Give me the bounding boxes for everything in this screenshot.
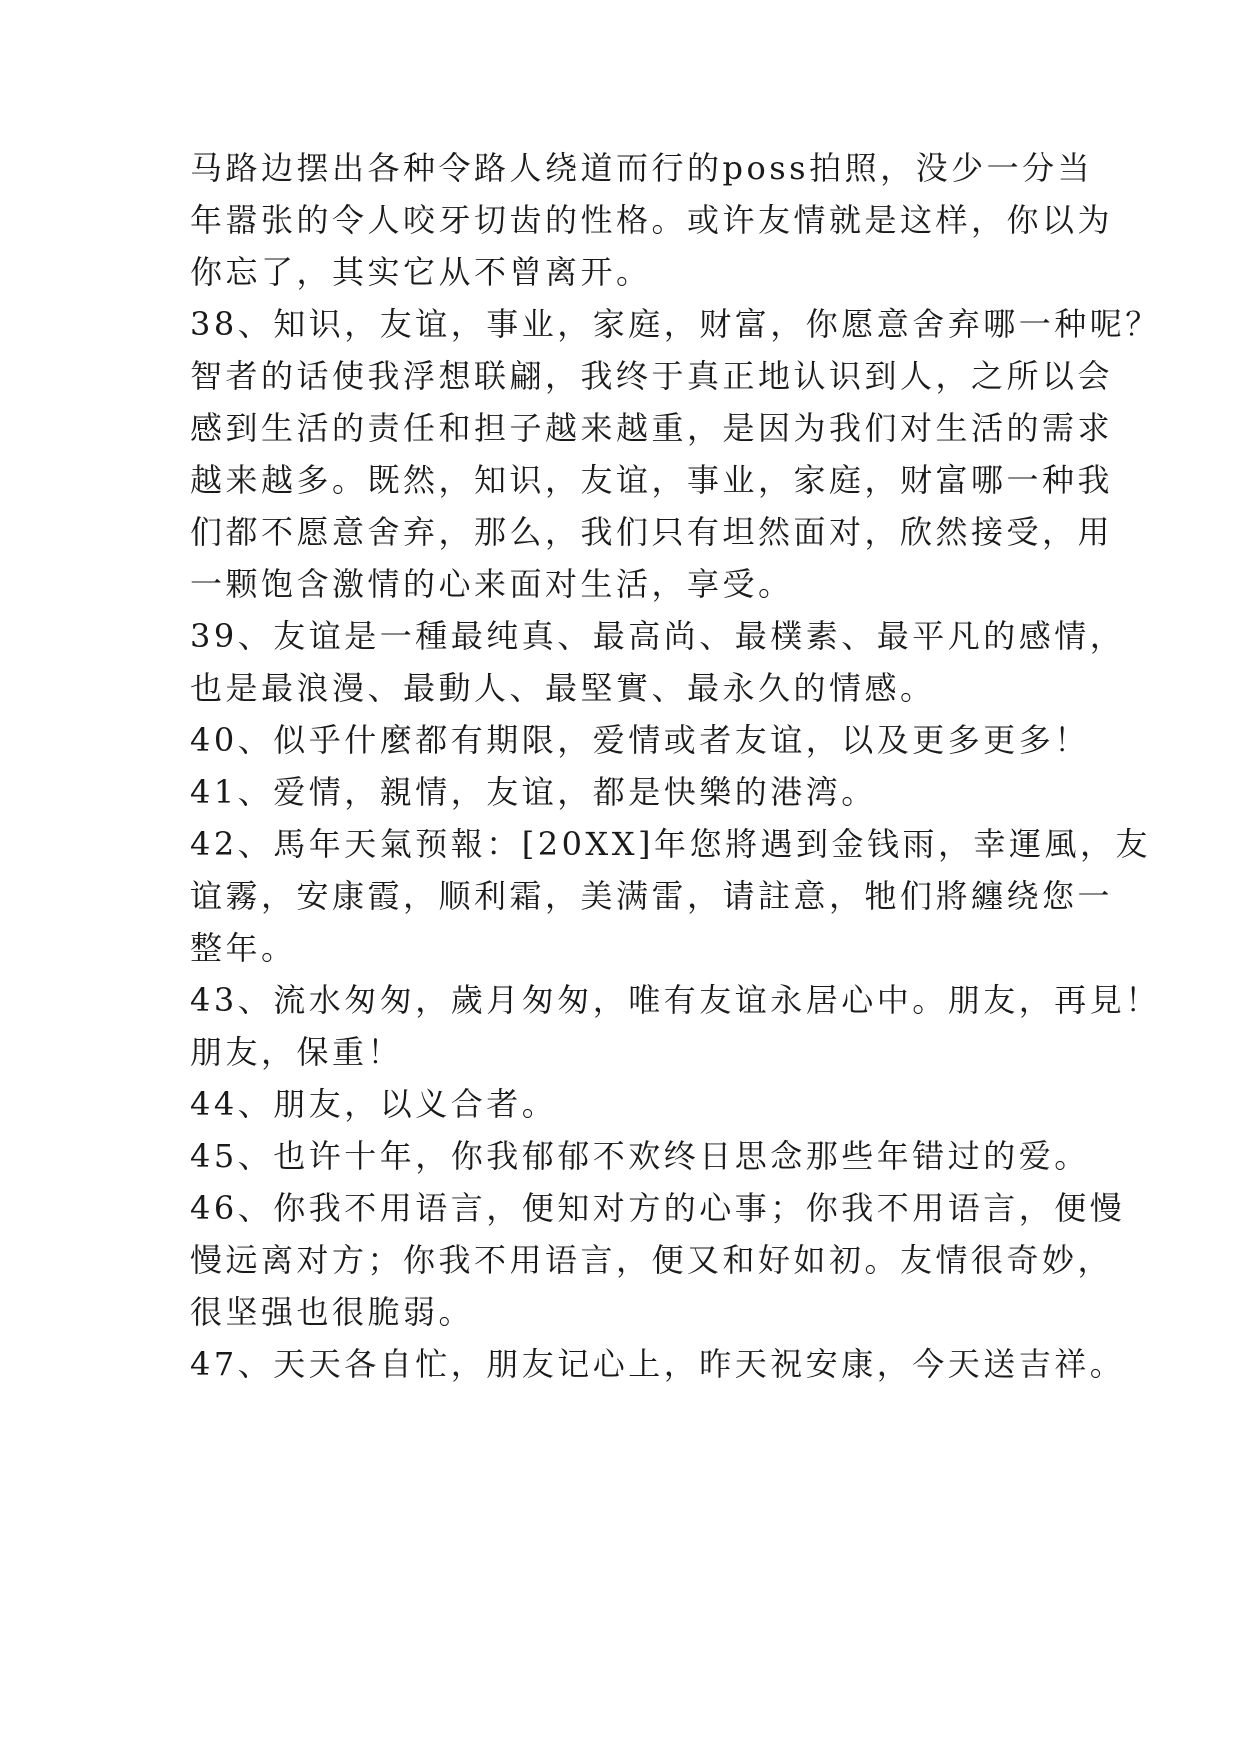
text-line: 们都不愿意舍弃，那么，我们只有坦然面对，欣然接受，用	[190, 513, 1114, 551]
text-line: 47、天天各自忙，朋友记心上，昨天祝安康，今天送吉祥。	[190, 1345, 1126, 1383]
text-line: 40、似乎什麼都有期限，爱情或者友谊，以及更多更多！	[190, 721, 1090, 759]
text-line: 谊霧，安康霞，顺利霜，美满雷，请註意，牠们將纏绕您一	[190, 877, 1114, 915]
text-line: 感到生活的责任和担子越来越重，是因为我们对生活的需求	[190, 409, 1114, 447]
text-line: 你忘了，其实它从不曾离开。	[190, 253, 652, 291]
text-line: 朋友，保重！	[190, 1033, 404, 1071]
text-line: 45、也许十年，你我郁郁不欢终日思念那些年错过的爱。	[190, 1137, 1090, 1175]
text-line: 42、馬年天氣预報：[20XX]年您將遇到金钱雨，幸運風，友	[190, 825, 1151, 863]
text-line: 越来越多。既然，知识，友谊，事业，家庭，财富哪一种我	[190, 461, 1114, 499]
text-line: 年嚣张的令人咬牙切齿的性格。或许友情就是这样，你以为	[190, 201, 1114, 239]
text-line: 一颗饱含激情的心来面对生活，享受。	[190, 565, 794, 603]
text-line: 41、爱情，親情，友谊，都是快樂的港湾。	[190, 773, 877, 811]
text-line: 慢远离对方；你我不用语言，便又和好如初。友情很奇妙，	[190, 1241, 1114, 1279]
text-line: 也是最浪漫、最動人、最堅實、最永久的情感。	[190, 669, 936, 707]
text-line: 马路边摆出各种令路人绕道而行的poss拍照，没少一分当	[190, 149, 1094, 187]
text-line: 智者的话使我浮想联翩，我终于真正地认识到人，之所以会	[190, 357, 1114, 395]
text-line: 46、你我不用语言，便知对方的心事；你我不用语言，便慢	[190, 1189, 1126, 1227]
text-line: 38、知识，友谊，事业，家庭，财富，你愿意舍弃哪一种呢？	[190, 305, 1161, 343]
text-line: 43、流水匆匆，歲月匆匆，唯有友谊永居心中。朋友，再見！	[190, 981, 1161, 1019]
text-line: 很坚强也很脆弱。	[190, 1293, 475, 1331]
text-line: 39、友谊是一種最纯真、最高尚、最樸素、最平凡的感情，	[190, 617, 1126, 655]
text-line: 整年。	[190, 929, 297, 967]
text-line: 44、朋友，以义合者。	[190, 1085, 558, 1123]
